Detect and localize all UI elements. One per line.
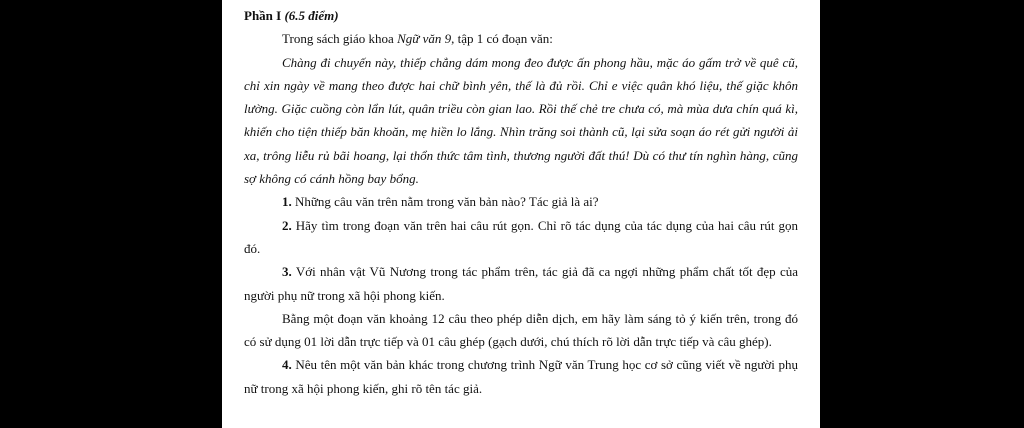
section-title: Phần I [244, 8, 282, 23]
intro-after: , tập 1 có đoạn văn: [451, 31, 553, 47]
question-3-text: Với nhân vật Vũ Nương trong tác phẩm trên, tác giả đã ca ngợi những phẩm chất tốt đẹp của người phụ nữ trong xã hội phong kiến. [244, 264, 798, 303]
question-2-number: 2. [282, 217, 292, 233]
question-2-text: Hãy tìm trong đoạn văn trên hai câu rút gọn. Chỉ rõ tác dụng của tác dụng của hai câu rút gọn đó. [244, 217, 798, 256]
intro-line [244, 27, 798, 50]
question-3-number: 3. [282, 264, 292, 280]
question-1 [244, 190, 798, 213]
question-4-number: 4. [282, 357, 292, 373]
question-4-text: Nêu tên một văn bản khác trong chương trình Ngữ văn Trung học cơ sở cũng viết về người phụ nữ trong xã hội phong kiến, ghi rõ tên tác giả. [244, 357, 798, 396]
section-score: (6.5 điểm) [284, 8, 339, 23]
book-title: Ngữ văn 9 [397, 31, 452, 47]
question-1-text: Những câu văn trên nằm trong văn bản nào? Tác giả là ai? [291, 194, 599, 210]
question-3-task [244, 307, 798, 354]
question-1-number: 1. [282, 194, 292, 210]
question-3 [244, 260, 798, 307]
document-page [222, 0, 820, 428]
question-2 [244, 214, 798, 261]
quoted-passage: Chàng đi chuyến này, thiếp chẳng dám mong đeo được ấn phong hầu, mặc áo gấm trở về quê cũ, chỉ xin ngày về mang theo được hai chữ bình yên, thế là đủ rồi. Chỉ e việc quân khó liệu, thế giặc khôn lường. Giặc cuồng còn lẩn lút, quân triều còn gian lao. Rồi thế chẻ tre chưa có, mà mùa dưa chín quá kì, khiến cho tiện thiếp băn khoăn, mẹ hiền lo lắng. Nhìn trăng soi thành cũ, lại sửa soạn áo rét gửi người ải xa, trông liễu rủ bãi hoang, lại thổn thức tâm tình, thương người đất thú! Dù có thư tín nghìn hàng, cũng sợ không có cánh hồng bay bổng. [244, 54, 798, 187]
question-3-task-text: Bằng một đoạn văn khoảng 12 câu theo phép diễn dịch, em hãy làm sáng tỏ ý kiến trên, trong đó có sử dụng 01 lời dẫn trực tiếp và 01 câu ghép (gạch dưới, chú thích rõ lời dẫn trực tiếp và câu ghép). [244, 310, 798, 350]
question-4 [244, 353, 798, 400]
document-content [244, 0, 798, 400]
intro-before: Trong sách giáo khoa [282, 31, 398, 47]
section-heading [244, 4, 798, 27]
